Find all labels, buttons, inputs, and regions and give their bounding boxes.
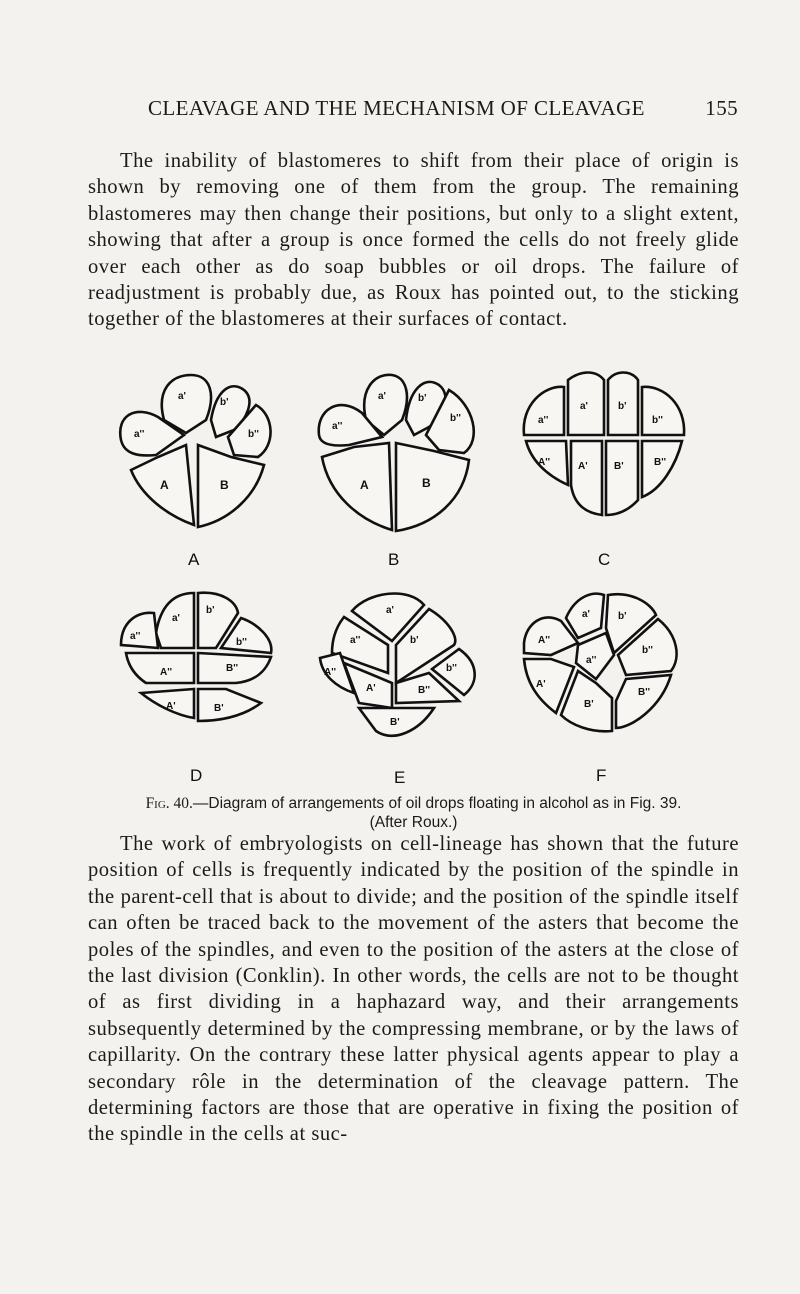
diagram-label-e: E xyxy=(394,768,406,787)
caption-figure-label: Fig. 40. xyxy=(145,795,193,812)
label-A: A xyxy=(160,478,169,492)
figure-40-diagram xyxy=(96,355,736,795)
label-b-prime: b' xyxy=(410,635,419,646)
label-A-prime: A' xyxy=(366,683,376,694)
label-B-prime: B' xyxy=(614,461,624,472)
cell-B-double xyxy=(616,675,671,728)
label-A-prime: A' xyxy=(578,461,588,472)
label-B-double: B'' xyxy=(226,663,238,674)
label-A-prime: A' xyxy=(536,679,546,690)
label-a-prime: a' xyxy=(378,391,386,402)
figure-caption xyxy=(88,794,739,832)
label-a-double: a'' xyxy=(134,429,145,440)
label-b-prime: b' xyxy=(206,605,215,616)
label-a-double: a'' xyxy=(538,415,549,426)
label-b-double: b'' xyxy=(446,663,457,674)
label-b-prime: b' xyxy=(418,393,427,404)
label-a-double: a'' xyxy=(350,635,361,646)
cell-B-prime xyxy=(606,441,638,515)
label-b-prime: b' xyxy=(220,397,229,408)
label-a-double: a'' xyxy=(130,631,141,642)
label-B: B xyxy=(220,478,229,492)
diagram-f xyxy=(524,594,677,785)
label-B: B xyxy=(422,476,431,490)
label-A-double: A'' xyxy=(160,667,172,678)
label-A-double: A'' xyxy=(538,457,550,468)
label-a-prime: a' xyxy=(178,391,186,402)
label-B-prime: B' xyxy=(390,717,400,728)
label-a-prime: a' xyxy=(386,605,394,616)
label-a-double: a'' xyxy=(586,655,597,666)
label-b-prime: b' xyxy=(618,401,627,412)
caption-line xyxy=(88,794,739,813)
cell-A-prime xyxy=(571,441,602,515)
paragraph-2: The work of embryologists on cell-lineage has shown that the future position of cells is frequently indicated by the position of the spindle in the parent-cell that is about to divide; and the position of the spindle itself can often be traced back to the movement of the asters that become the poles of the spindles, and even to the position of the asters at the close of the last division (Conklin). In other words, the cells are not to be thought of as first dividing in a haphazard way, and their arrangements subsequently determined by the compressing membrane, or by the laws of capillarity. On the contrary these latter physical agents appear to play a secondary rôle in the determination of the cleavage pattern. The determining factors are those that are operative in fixing the position of the spindle in the cells at suc- xyxy=(88,833,739,1146)
diagram-b xyxy=(319,375,474,569)
label-a-prime: a' xyxy=(582,609,590,620)
label-B-prime: B' xyxy=(584,699,594,710)
label-b-double: b'' xyxy=(236,637,247,648)
label-b-double: b'' xyxy=(642,645,653,656)
running-title: CLEAVAGE AND THE MECHANISM OF CLEAVAGE xyxy=(148,96,645,120)
diagram-c xyxy=(524,373,684,570)
diagram-label-d: D xyxy=(190,766,203,785)
diagram-a xyxy=(120,375,270,569)
diagram-label-c: C xyxy=(598,550,611,569)
cell-A xyxy=(322,443,392,530)
label-b-double: b'' xyxy=(248,429,259,440)
label-B-double: B'' xyxy=(654,457,666,468)
label-B-double: B'' xyxy=(638,687,650,698)
label-A: A xyxy=(360,478,369,492)
cell-B xyxy=(396,443,469,531)
caption-text: —Diagram of arrangements of oil drops floating in alcohol as in Fig. 39. xyxy=(192,795,682,812)
paragraph-1: The inability of blastomeres to shift from their place of origin is shown by removing one of them from the group. The remaining blastomeres may then change their positions, but only to a slight extent, showing that after a group is once formed the cells do not freely glide over each other as do soap bubbles or oil drops. The failure of readjustment is probably due, as Roux has pointed out, to the sticking together of the blastomeres at their surfaces of contact. xyxy=(88,150,739,331)
diagram-label-b: B xyxy=(388,550,400,569)
label-a-prime: a' xyxy=(172,613,180,624)
label-A-double: A'' xyxy=(324,667,336,678)
label-a-double: a'' xyxy=(332,421,343,432)
cell-b-double xyxy=(642,387,684,435)
diagram-label-f: F xyxy=(596,766,607,785)
label-a-prime: a' xyxy=(580,401,588,412)
page-number: 155 xyxy=(705,96,738,120)
cell-B-double xyxy=(642,441,682,497)
label-b-prime: b' xyxy=(618,611,627,622)
cell-B-prime xyxy=(198,689,261,721)
label-A-double: A'' xyxy=(538,635,550,646)
label-B-double: B'' xyxy=(418,685,430,696)
label-b-double: b'' xyxy=(450,413,461,424)
diagram-d xyxy=(121,593,271,785)
cell-a-double xyxy=(524,387,564,435)
caption-attribution: (After Roux.) xyxy=(369,814,458,831)
diagram-label-a: A xyxy=(188,550,200,569)
diagram-e xyxy=(320,594,475,787)
label-A-prime: A' xyxy=(166,701,176,712)
label-b-double: b'' xyxy=(652,415,663,426)
label-B-prime: B' xyxy=(214,703,224,714)
